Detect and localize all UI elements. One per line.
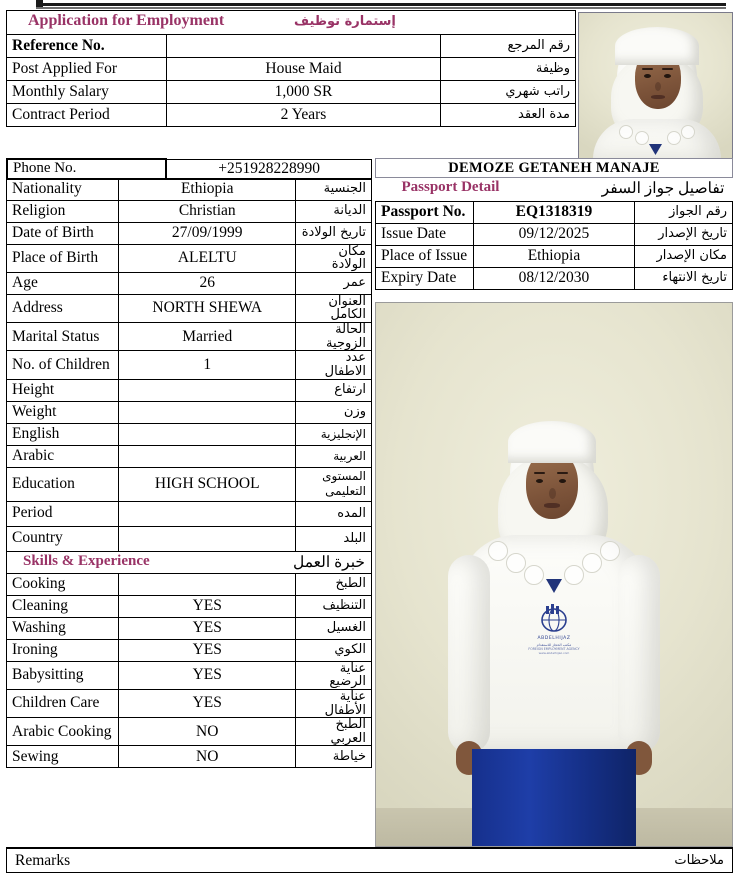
detail-row — [7, 244, 372, 272]
left-column-body — [7, 178, 372, 768]
passport-column — [375, 178, 733, 290]
detail-row-label: Age — [7, 272, 119, 294]
skill-row — [7, 746, 372, 768]
passport-section-header-cell — [376, 178, 733, 201]
skills-section-header-cell — [7, 551, 372, 573]
detail-row-label-arabic: عدد الاطفال — [296, 351, 372, 379]
skill-row — [7, 595, 372, 617]
skill-row-label-arabic: الكوي — [296, 639, 372, 661]
detail-row-label: No. of Children — [7, 351, 119, 379]
passport-section-label-en: Passport Detail — [401, 179, 500, 195]
language-row-value — [119, 423, 296, 445]
eyebrow-left-shape — [642, 68, 653, 70]
language-row-value: HIGH SCHOOL — [119, 467, 296, 501]
detail-row-label: Place of Birth — [7, 244, 119, 272]
detail-row-value: ALELTU — [119, 244, 296, 272]
work-experience-row — [7, 526, 372, 551]
detail-row — [7, 294, 372, 322]
passport-details-table — [375, 178, 733, 290]
page-title-arabic: إستمارة توظيف — [294, 13, 396, 29]
skill-row-label-arabic: الغسيل — [296, 617, 372, 639]
skill-row — [7, 718, 372, 746]
passport-row — [376, 223, 733, 245]
job-rows-body — [7, 35, 576, 127]
skill-row-value: NO — [119, 746, 296, 768]
language-row — [7, 423, 372, 445]
skill-row-label: Sewing — [7, 746, 119, 768]
skill-row-value: NO — [119, 718, 296, 746]
remarks-label-arabic: ملاحظات — [674, 853, 724, 868]
detail-row — [7, 323, 372, 351]
language-row-label-arabic: الإنجليزية — [296, 423, 372, 445]
lace-motif — [619, 125, 633, 139]
skill-row-label: Washing — [7, 617, 119, 639]
eyebrow-left-shape — [534, 472, 545, 474]
skill-row — [7, 689, 372, 717]
language-row — [7, 445, 372, 467]
job-row-label: Contract Period — [7, 104, 167, 127]
job-details-table — [6, 10, 576, 127]
detail-row — [7, 379, 372, 401]
mouth-shape — [544, 503, 560, 508]
page-edge-rule — [36, 3, 726, 6]
detail-row-label: Address — [7, 294, 119, 322]
language-row-label: Education — [7, 467, 119, 501]
language-row-value — [119, 445, 296, 467]
detail-row-label: Religion — [7, 200, 119, 222]
passport-row-label-arabic: رقم الجواز — [634, 201, 732, 223]
remarks-row — [6, 847, 733, 873]
skill-row-value: YES — [119, 689, 296, 717]
passport-row-value: 09/12/2025 — [474, 223, 634, 245]
work-experience-row-label-arabic: البلد — [296, 526, 372, 551]
blouse-shape — [593, 119, 721, 159]
skill-row-value: YES — [119, 639, 296, 661]
detail-row — [7, 200, 372, 222]
detail-row-label-arabic: تاريخ الولادة — [296, 222, 372, 244]
skill-row-value: YES — [119, 595, 296, 617]
lace-motif — [506, 553, 526, 573]
skirt-shape — [472, 749, 636, 847]
job-row-label-arabic: راتب شهري — [441, 81, 576, 104]
detail-row-label: Nationality — [7, 178, 119, 200]
detail-row-label-arabic: ارتفاع — [296, 379, 372, 401]
lace-motif — [667, 131, 681, 145]
job-row-label-arabic: وظيفة — [441, 58, 576, 81]
detail-row-label: Height — [7, 379, 119, 401]
skill-row — [7, 617, 372, 639]
sleeve-left-shape — [448, 555, 490, 753]
skill-row — [7, 573, 372, 595]
form-title-cell — [7, 11, 576, 35]
job-row-label-arabic: رقم المرجع — [441, 35, 576, 58]
detail-row-label: Date of Birth — [7, 222, 119, 244]
work-experience-row — [7, 501, 372, 526]
skills-section-label-en: Skills & Experience — [23, 552, 150, 569]
phone-value: +251928228990 — [166, 159, 371, 179]
skill-row-label-arabic: التنظيف — [296, 595, 372, 617]
job-row — [7, 58, 576, 81]
detail-row-value: 27/09/1999 — [119, 222, 296, 244]
agency-logo-line-2: FOREIGN EMPLOYMENT AGENCY — [528, 647, 580, 652]
language-row-label: English — [7, 423, 119, 445]
detail-row — [7, 178, 372, 200]
detail-row-label-arabic: وزن — [296, 401, 372, 423]
work-experience-row-value — [119, 501, 296, 526]
eyebrow-right-shape — [557, 472, 568, 474]
passport-row — [376, 245, 733, 267]
skills-section-label-ar: خبرة العمل — [292, 553, 365, 571]
passport-row-label-arabic: مكان الإصدار — [634, 245, 732, 267]
detail-row-label-arabic: مكان الولادة — [296, 244, 372, 272]
lace-motif — [488, 541, 508, 561]
language-row — [7, 467, 372, 501]
eye-right-shape — [664, 74, 671, 78]
passport-row-value: Ethiopia — [474, 245, 634, 267]
passport-table-body — [376, 178, 733, 289]
job-row-value: House Maid — [166, 58, 440, 81]
job-row-value: 1,000 SR — [166, 81, 440, 104]
detail-row-label-arabic: الديانة — [296, 200, 372, 222]
work-experience-row-value — [119, 526, 296, 551]
job-row-value — [166, 35, 440, 58]
page-title: Application for Employment — [28, 11, 225, 29]
eye-left-shape — [644, 74, 651, 78]
detail-row-value — [119, 379, 296, 401]
detail-row-value: NORTH SHEWA — [119, 294, 296, 322]
detail-row-value: Christian — [119, 200, 296, 222]
job-row — [7, 81, 576, 104]
agency-logo-name: ABDELHIJAZ — [537, 636, 571, 641]
passport-row — [376, 267, 733, 289]
skill-row-label: Children Care — [7, 689, 119, 717]
detail-row — [7, 222, 372, 244]
form-title-row — [7, 11, 576, 35]
detail-row-label: Weight — [7, 401, 119, 423]
job-row-label-arabic: مدة العقد — [441, 104, 576, 127]
agency-logo-line-1: مكتب الحجاز للاستقدام — [536, 642, 572, 647]
detail-row-label: Marital Status — [7, 323, 119, 351]
lace-motif — [524, 565, 544, 585]
detail-row-label-arabic: الجنسية — [296, 178, 372, 200]
work-experience-row-label-arabic: المده — [296, 501, 372, 526]
hijab-crown-shape — [508, 421, 596, 463]
applicant-full-body-photo — [375, 302, 733, 847]
skill-row-label-arabic: الطبخ — [296, 573, 372, 595]
passport-row-value: 08/12/2030 — [474, 267, 634, 289]
detail-row — [7, 401, 372, 423]
job-row-value: 2 Years — [166, 104, 440, 127]
hijab-crown-shape — [615, 27, 699, 65]
job-row-label: Monthly Salary — [7, 81, 167, 104]
lace-motif — [681, 125, 695, 139]
remarks-label: Remarks — [15, 852, 71, 869]
detail-row — [7, 272, 372, 294]
applicant-name-bar: DEMOZE GETANEH MANAJE — [375, 158, 733, 178]
left-column — [6, 178, 372, 768]
job-row — [7, 104, 576, 127]
skill-row-value: YES — [119, 617, 296, 639]
job-details-block — [6, 10, 576, 127]
detail-row-label-arabic: العنوان الكامل — [296, 294, 372, 322]
eye-left-shape — [536, 479, 543, 483]
skills-section-header — [7, 551, 372, 573]
skill-row-label: Cooking — [7, 573, 119, 595]
passport-row-label: Place of Issue — [376, 245, 474, 267]
phone-table — [6, 158, 372, 180]
skill-row-label: Arabic Cooking — [7, 718, 119, 746]
applicant-headshot-photo — [578, 12, 733, 159]
lace-motif — [582, 553, 602, 573]
skill-row-label: Babysitting — [7, 661, 119, 689]
skill-row-label-arabic: الطبخ العربي — [296, 718, 372, 746]
detail-row-value — [119, 401, 296, 423]
passport-row-label-arabic: تاريخ الانتهاء — [634, 267, 732, 289]
skill-row-value: YES — [119, 661, 296, 689]
passport-row-value: EQ1318319 — [474, 201, 634, 223]
nose-shape — [655, 82, 661, 91]
language-row-label-arabic: المستوى التعليمى — [296, 467, 372, 501]
job-row — [7, 35, 576, 58]
nose-shape — [549, 488, 556, 499]
detail-row-label-arabic: عمر — [296, 272, 372, 294]
lace-motif — [600, 541, 620, 561]
skill-row-label-arabic: عناية الرضيع — [296, 661, 372, 689]
lace-motif — [635, 131, 649, 145]
language-row-label-arabic: العربية — [296, 445, 372, 467]
skill-row-label-arabic: عناية الأطفال — [296, 689, 372, 717]
skill-row-value — [119, 573, 296, 595]
employment-application-form — [0, 10, 738, 895]
skill-row — [7, 661, 372, 689]
globe-icon — [537, 603, 571, 633]
job-row-label: Post Applied For — [7, 58, 167, 81]
passport-row-label-arabic: تاريخ الإصدار — [634, 223, 732, 245]
page-edge-rule-shadow — [36, 7, 726, 9]
skill-row-label: Cleaning — [7, 595, 119, 617]
passport-section-label-ar: تفاصيل جواز السفر — [601, 180, 725, 197]
language-row-label: Arabic — [7, 445, 119, 467]
agency-logo-line-3: www.abdelhijaz.com — [538, 651, 570, 656]
job-row-label: Reference No. — [7, 35, 167, 58]
sleeve-right-shape — [618, 555, 660, 753]
detail-row-value: Ethiopia — [119, 178, 296, 200]
detail-row — [7, 351, 372, 379]
agency-logo — [496, 603, 612, 655]
passport-row — [376, 201, 733, 223]
work-experience-row-label: Period — [7, 501, 119, 526]
phone-label: Phone No. — [7, 159, 166, 179]
passport-row-label: Issue Date — [376, 223, 474, 245]
detail-row-value: Married — [119, 323, 296, 351]
passport-row-label: Passport No. — [376, 201, 474, 223]
detail-row-value: 26 — [119, 272, 296, 294]
lace-motif — [564, 565, 584, 585]
page-top-edge — [0, 0, 738, 10]
phone-row — [6, 158, 372, 178]
work-experience-row-label: Country — [7, 526, 119, 551]
eyebrow-right-shape — [662, 68, 673, 70]
detail-row-label-arabic: الحالة الزوجية — [296, 323, 372, 351]
skill-row — [7, 639, 372, 661]
applicant-details-table — [6, 178, 372, 768]
passport-row-label: Expiry Date — [376, 267, 474, 289]
skill-row-label: Ironing — [7, 639, 119, 661]
skill-row-label-arabic: خياطة — [296, 746, 372, 768]
eye-right-shape — [559, 479, 566, 483]
detail-row-value: 1 — [119, 351, 296, 379]
passport-section-header — [376, 178, 733, 201]
mouth-shape — [651, 95, 665, 99]
